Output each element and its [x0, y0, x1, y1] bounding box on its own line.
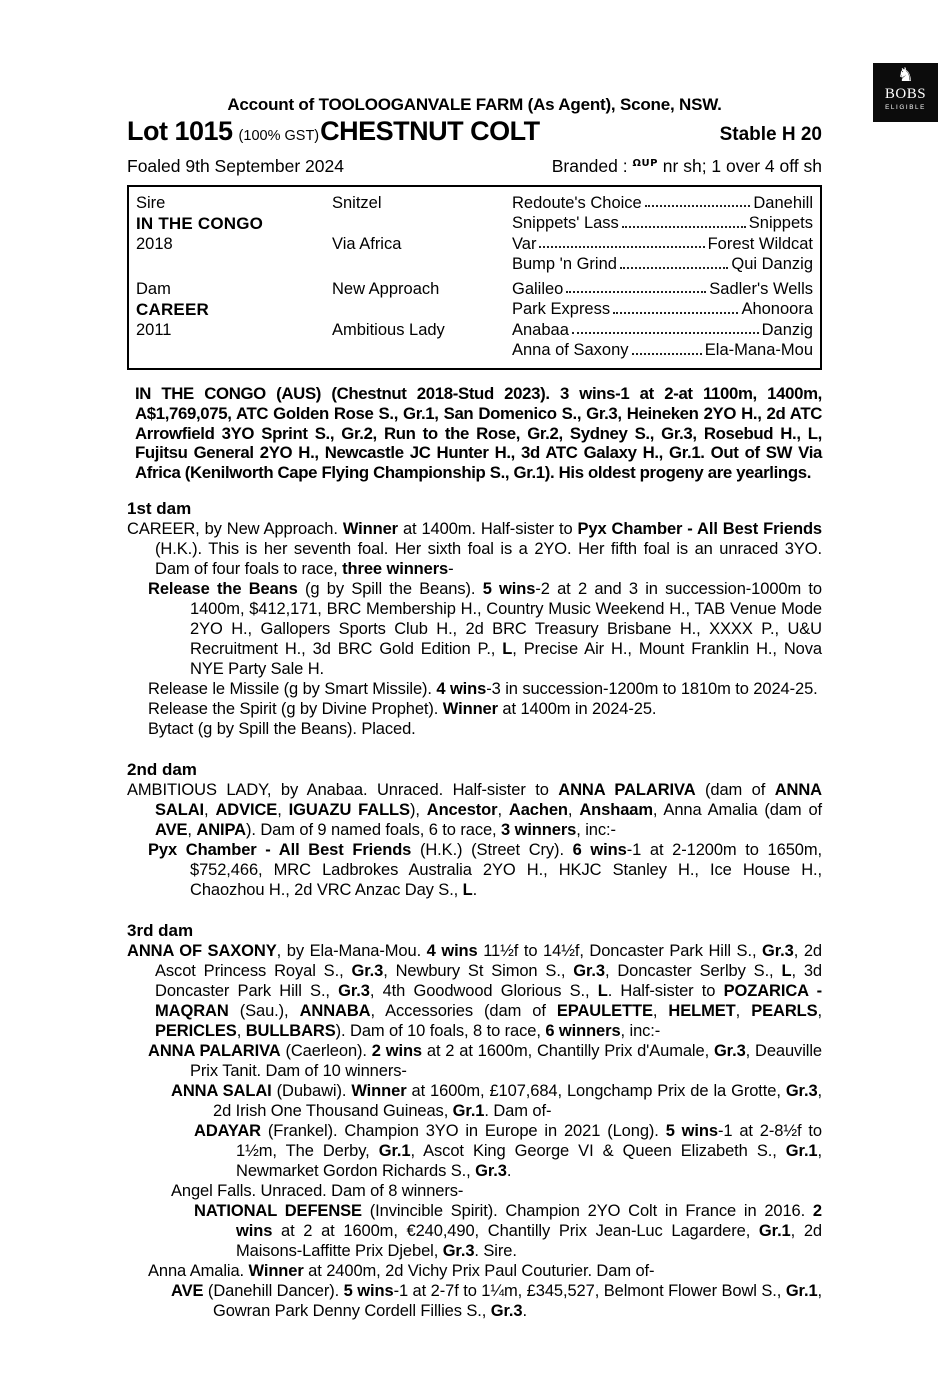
page-content	[127, 0, 822, 1321]
great-grandsire-name: Qui Danzig	[731, 255, 813, 274]
pedigree-paragraph: Angel Falls. Unraced. Dam of 8 winners-	[171, 1181, 464, 1200]
emphasized-name: Winner	[248, 1261, 304, 1280]
grandparent-name: Galileo	[512, 279, 564, 298]
pedigree-generation-label: CAREER	[136, 299, 209, 319]
emphasized-name: Gr.3	[338, 981, 370, 1000]
emphasized-name: L	[502, 639, 513, 658]
great-grandsire-name: Ahonoora	[741, 300, 813, 319]
branded-info	[552, 156, 822, 177]
emphasized-name: Gr.1	[452, 1101, 485, 1120]
emphasized-name: 5 wins	[343, 1281, 394, 1300]
emphasized-name: Pyx Chamber - All Best Friends	[577, 519, 823, 538]
great-grandsire-name: Ela-Mana-Mou	[704, 341, 813, 360]
pedigree-row	[129, 255, 820, 276]
lot-header	[127, 116, 822, 147]
pedigree-paragraph: Release the Spirit (g by Divine Prophet). Winner at 1400m in 2024-25.	[148, 699, 657, 718]
dotted-leader	[566, 291, 706, 293]
dam-section-3	[127, 921, 822, 1321]
lot-number: Lot 1015	[127, 116, 233, 146]
dam-heading: 1st dam	[127, 498, 192, 518]
dotted-leader	[632, 353, 702, 355]
brand-description: nr sh; 1 over 4 off sh	[657, 156, 822, 176]
dotted-leader	[539, 246, 704, 248]
emphasized-name: 4 wins	[436, 679, 487, 698]
emphasized-name: ANNA SALAI	[155, 780, 822, 819]
emphasized-name: 2 wins	[236, 1201, 822, 1240]
grandparent-name: Snippets' Lass	[512, 214, 619, 233]
dotted-leader	[622, 226, 746, 228]
grandparent-name: Var	[512, 234, 537, 253]
pedigree-generation-label: IN THE CONGO	[136, 213, 264, 233]
emphasized-name: PERICLES	[155, 1021, 237, 1040]
emphasized-name: ANNABA	[299, 1001, 371, 1020]
brand-mark-glyph: ΩUP	[632, 158, 658, 169]
emphasized-name: Winner	[342, 519, 398, 538]
emphasized-name: 5 wins	[482, 579, 536, 598]
pedigree-paragraph: NATIONAL DEFENSE (Invincible Spirit). Champion 2YO Colt in France in 2016. 2 wins at 2 at 1600m, €240,490, Chantilly Prix Jean-Luc Lagardere, Gr.1, 2d Maisons-Laffitte Prix Djebel, Gr.3. Sire.	[194, 1201, 822, 1260]
horse-head-icon: ♞	[896, 65, 915, 86]
emphasized-name: ANNA PALARIVA	[558, 780, 696, 799]
great-grandsire-name: Sadler's Wells	[709, 279, 813, 298]
pedigree-row	[129, 341, 820, 362]
emphasized-name: Ancestor	[426, 800, 498, 819]
pedigree-grandparent-cell	[512, 300, 820, 319]
emphasized-name: PEARLS	[751, 1001, 818, 1020]
emphasized-name: ANNA SALAI	[171, 1081, 272, 1100]
pedigree-row	[129, 279, 820, 300]
bobs-badge-subtitle: ELIGIBLE	[885, 104, 926, 111]
emphasized-name: Gr.3	[475, 1161, 507, 1180]
pedigree-table	[127, 185, 822, 370]
emphasized-name: AVE	[155, 820, 188, 839]
pedigree-row	[129, 214, 820, 235]
emphasized-name: EPAULETTE	[556, 1001, 653, 1020]
stable-label: Stable H 20	[719, 124, 822, 145]
grandparent-name: Redoute's Choice	[512, 193, 642, 212]
emphasized-name: Gr.3	[351, 961, 384, 980]
emphasized-name: Pyx Chamber - All Best Friends	[148, 840, 412, 859]
grandparent-name: Anna of Saxony	[512, 341, 629, 360]
emphasized-name: three winners	[342, 559, 449, 578]
bobs-eligible-badge	[873, 63, 938, 122]
emphasized-name: 2 wins	[371, 1041, 422, 1060]
emphasized-name: NATIONAL DEFENSE	[194, 1201, 362, 1220]
emphasized-name: Gr.1	[378, 1141, 411, 1160]
branded-label: Branded :	[551, 156, 633, 176]
pedigree-paragraph: Bytact (g by Spill the Beans). Placed.	[148, 719, 416, 738]
emphasized-name: Aachen	[508, 800, 568, 819]
emphasized-name: Gr.1	[785, 1141, 818, 1160]
pedigree-parent-name: Snitzel	[332, 193, 382, 212]
dotted-leader	[620, 267, 728, 269]
pedigree-row	[129, 193, 820, 214]
great-grandsire-name: Danehill	[753, 193, 813, 212]
emphasized-name: BULLBARS	[245, 1021, 336, 1040]
pedigree-generation-label: 2018	[136, 234, 173, 253]
grandparent-name: Anabaa	[512, 320, 569, 339]
pedigree-paragraph: Pyx Chamber - All Best Friends (H.K.) (Street Cry). 6 wins-1 at 2-1200m to 1650m, $752,466, MRC Ladbrokes Australia 2YO H., HKJC Stanley H., Ice House H., Chaozhou H., 2d VRC Anzac Day S., L.	[148, 840, 822, 899]
pedigree-row	[129, 320, 820, 341]
pedigree-parent-name: Ambitious Lady	[332, 320, 445, 339]
pedigree-grandparent-cell	[512, 321, 820, 340]
emphasized-name: IGUAZU FALLS	[288, 800, 410, 819]
emphasized-name: Winner	[351, 1081, 407, 1100]
emphasized-name: L	[462, 880, 473, 899]
great-grandsire-name: Danzig	[761, 320, 813, 339]
pedigree-grandparent-cell	[512, 194, 820, 213]
emphasized-name: ADVICE	[215, 800, 278, 819]
pedigree-generation-label: 2011	[136, 320, 172, 339]
dam-sections	[127, 499, 822, 1321]
pedigree-generation-label: Dam	[136, 279, 171, 298]
emphasized-name: ADAYAR	[194, 1121, 261, 1140]
pedigree-row	[129, 234, 820, 255]
emphasized-name: Anshaam	[579, 800, 653, 819]
dotted-leader	[613, 312, 738, 314]
emphasized-name: L	[781, 961, 792, 980]
dotted-leader	[572, 332, 759, 334]
pedigree-paragraph: Release the Beans (g by Spill the Beans). 5 wins-2 at 2 and 3 in succession-1000m to 1400m, $412,171, BRC Membership H., Country Music Weekend H., TAB Venue Mode 2YO H., Gallopers Sports Club H., 2d BRC Treasury Brisbane H., XXXX P., U&U Recruitment H., 3d BRC Gold Edition P., L, Precise Air H., Mount Franklin H., Nova NYE Party Sale H.	[148, 579, 822, 678]
emphasized-name: Winner	[442, 699, 498, 718]
emphasized-name: Gr.3	[442, 1241, 475, 1260]
emphasized-name: AVE	[171, 1281, 204, 1300]
great-grandsire-name: Snippets	[748, 214, 813, 233]
pedigree-paragraph: AMBITIOUS LADY, by Anabaa. Unraced. Half-sister to ANNA PALARIVA (dam of ANNA SALAI, ADVICE, IGUAZU FALLS), Ancestor, Aachen, Anshaam, Anna Amalia (dam of AVE, ANIPA). Dam of 9 named foals, 6 to race, 3 winners, inc:-	[127, 780, 823, 839]
pedigree-paragraph: CAREER, by New Approach. Winner at 1400m. Half-sister to Pyx Chamber - All Best Friends (H.K.). This is her seventh foal. Her sixth foal is a 2YO. Her fifth foal is an unraced 3YO. Dam of four foals to race, three winners-	[127, 519, 823, 578]
emphasized-name: ANIPA	[196, 820, 246, 839]
emphasized-name: Release the Beans	[148, 579, 298, 598]
great-grandsire-name: Forest Wildcat	[707, 234, 813, 253]
gst-note: (100% GST)	[238, 128, 320, 144]
emphasized-name: Gr.3	[490, 1301, 523, 1320]
pedigree-parent-name: Via Africa	[332, 234, 402, 253]
foaled-branded-row	[127, 156, 822, 177]
emphasized-name: 6 wins	[572, 840, 627, 859]
account-line: Account of TOOLOOGANVALE FARM (As Agent), Scone, NSW.	[227, 95, 722, 114]
pedigree-generation-label: Sire	[136, 193, 166, 212]
pedigree-grandparent-cell	[512, 214, 820, 233]
emphasized-name: ANNA OF SAXONY	[127, 941, 277, 960]
dam-heading: 2nd dam	[127, 759, 197, 779]
dam-section-2	[127, 760, 822, 900]
emphasized-name: Gr.1	[758, 1221, 791, 1240]
pedigree-paragraph: ANNA OF SAXONY, by Ela-Mana-Mou. 4 wins 11½f to 14½f, Doncaster Park Hill S., Gr.3, 2d Ascot Princess Royal S., Gr.3, Newbury St Simon S., Gr.3, Doncaster Serlby S., L, 3d Doncaster Park Hill S., Gr.3, 4th Goodwood Glorious S., L. Half-sister to POZARICA - MAQRAN (Sau.), ANNABA, Accessories (dam of EPAULETTE, HELMET, PEARLS, PERICLES, BULLBARS). Dam of 10 foals, 8 to race, 6 winners, inc:-	[127, 941, 823, 1040]
emphasized-name: Gr.3	[785, 1081, 818, 1100]
horse-title: CHESTNUT COLT	[320, 116, 540, 146]
bobs-badge-title: BOBS	[884, 86, 927, 102]
pedigree-paragraph: Anna Amalia. Winner at 2400m, 2d Vichy Prix Paul Couturier. Dam of-	[148, 1261, 655, 1280]
pedigree-paragraph: ANNA PALARIVA (Caerleon). 2 wins at 2 at 1600m, Chantilly Prix d'Aumale, Gr.3, Deauville Prix Tanit. Dam of 10 winners-	[148, 1041, 822, 1080]
pedigree-paragraph: ANNA SALAI (Dubawi). Winner at 1600m, £107,684, Longchamp Prix de la Grotte, Gr.3, 2d Irish One Thousand Guineas, Gr.1. Dam of-	[171, 1081, 823, 1120]
sire-summary-paragraph: IN THE CONGO (AUS) (Chestnut 2018-Stud 2023). 3 wins-1 at 2-at 1100m, 1400m, A$1,769,075, ATC Golden Rose S., Gr.1, San Domenico S., Gr.3, Heineken 2YO H., 2d ATC Arrowfield 3YO Sprint S., Gr.2, Run to the Rose, Gr.2, Sydney S., Gr.3, Rosebud H., L, Fujitsu General 2YO H., Newcastle JC Hunter H., 3d ATC Galaxy H., Gr.1. Out of SW Via Africa (Kenilworth Cape Flying Championship S., Gr.1). His oldest progeny are yearlings.	[135, 384, 822, 483]
dotted-leader	[645, 205, 751, 207]
pedigree-grandparent-cell	[512, 280, 820, 299]
pedigree-rows	[129, 193, 820, 361]
emphasized-name: Gr.3	[713, 1041, 746, 1060]
emphasized-name: HELMET	[668, 1001, 736, 1020]
emphasized-name: L	[597, 981, 608, 1000]
emphasized-name: 6 winners	[545, 1021, 621, 1040]
pedigree-parent-name: New Approach	[332, 279, 440, 298]
pedigree-paragraph: ADAYAR (Frankel). Champion 3YO in Europe in 2021 (Long). 5 wins-1 at 2-8½f to 1½m, The Derby, Gr.1, Ascot King George VI & Queen Elizabeth S., Gr.1, Newmarket Gordon Richards S., Gr.3.	[194, 1121, 822, 1180]
pedigree-row	[129, 300, 820, 321]
grandparent-name: Park Express	[512, 300, 611, 319]
emphasized-name: 5 wins	[665, 1121, 718, 1140]
pedigree-paragraph: Release le Missile (g by Smart Missile). 4 wins-3 in succession-1200m to 1810m to 2024-25.	[148, 679, 818, 698]
pedigree-grandparent-cell	[512, 235, 820, 254]
dam-heading: 3rd dam	[127, 920, 194, 940]
emphasized-name: Gr.3	[762, 941, 794, 960]
foaled-date: Foaled 9th September 2024	[127, 156, 344, 176]
pedigree-paragraph: AVE (Danehill Dancer). 5 wins-1 at 2-7f to 1¼m, £345,527, Belmont Flower Bowl S., Gr.1, Gowran Park Denny Cordell Fillies S., Gr.3.	[171, 1281, 823, 1320]
dam-section-1	[127, 499, 822, 739]
pedigree-grandparent-cell	[512, 341, 820, 360]
emphasized-name: Gr.1	[785, 1281, 818, 1300]
emphasized-name: ANNA PALARIVA	[148, 1041, 281, 1060]
emphasized-name: POZARICA - MAQRAN	[155, 981, 822, 1020]
emphasized-name: 3 winners	[501, 820, 577, 839]
emphasized-name: Gr.3	[573, 961, 605, 980]
emphasized-name: 4 wins	[426, 941, 478, 960]
grandparent-name: Bump 'n Grind	[512, 255, 617, 274]
pedigree-grandparent-cell	[512, 255, 820, 274]
